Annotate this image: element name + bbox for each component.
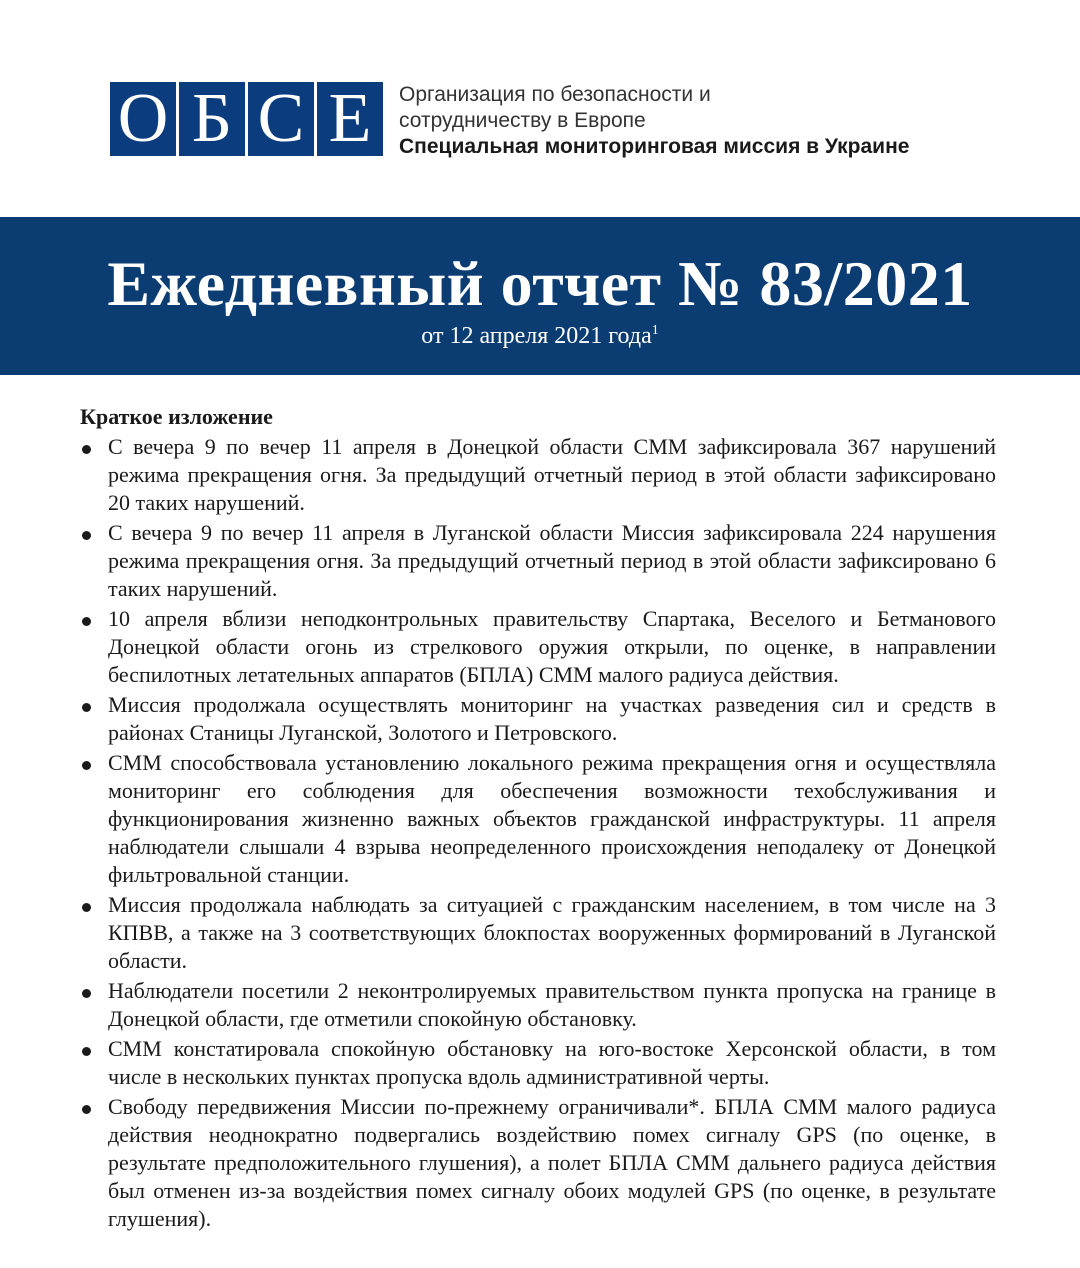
- list-item: [80, 891, 996, 975]
- report-date: [0, 321, 1080, 351]
- list-item: [80, 977, 996, 1033]
- summary-section: [80, 403, 996, 1233]
- list-item: [80, 605, 996, 689]
- title-banner: [0, 217, 1080, 375]
- list-item: [80, 691, 996, 747]
- bullet-icon: [82, 703, 91, 712]
- list-item-text: С вечера 9 по вечер 11 апреля в Луганской области Миссия зафиксировала 224 нарушения режима прекращения огня. За предыдущий отчетный период в этой области зафиксировано 6 таких нарушений.: [108, 520, 996, 601]
- list-item-text: СММ способствовала установлению локального режима прекращения огня и осуществляла мониторинг его соблюдения для обеспечения возможности техобслуживания и функционирования жизненно важных объектов гражданской инфраструктуры. 11 апреля наблюдатели слышали 4 взрыва неопределенного происхождения неподалеку от Донецкой фильтровальной станции.: [108, 750, 996, 887]
- org-name-line-2: сотрудничеству в Европе: [399, 109, 646, 132]
- footnote-marker: 1: [651, 323, 659, 338]
- list-item: [80, 1093, 996, 1233]
- list-item: [80, 433, 996, 517]
- bullet-icon: [82, 989, 91, 998]
- section-heading: Краткое изложение: [80, 404, 273, 429]
- report-date-text: от 12 апреля 2021 года: [421, 323, 652, 349]
- list-item: [80, 519, 996, 603]
- list-item-text: СММ констатировала спокойную обстановку на юго-востоке Херсонской области, в том числе в нескольких пунктах пропуска вдоль административной черты.: [108, 1036, 996, 1089]
- list-item-text: Миссия продолжала наблюдать за ситуацией с гражданским населением, в том числе на 3 КПВВ, а также на 3 соответствующих блокпостах вооруженных формирований в Луганской области.: [108, 892, 996, 973]
- list-item-text: 10 апреля вблизи неподконтрольных правительству Спартака, Веселого и Бетманового Донецкой области огонь из стрелкового оружия открыли, по оценке, в направлении беспилотных летательных аппаратов (БПЛА) СММ малого радиуса действия.: [108, 606, 996, 687]
- list-item-text: С вечера 9 по вечер 11 апреля в Донецкой области СММ зафиксировала 367 нарушений режима прекращения огня. За предыдущий отчетный период в этой области зафиксировано 20 таких нарушений.: [108, 434, 996, 515]
- report-title: Ежедневный отчет № 83/2021: [107, 248, 973, 319]
- organization-name: [399, 82, 909, 156]
- osce-logo: [110, 82, 909, 156]
- summary-list: [80, 433, 996, 1233]
- bullet-icon: [82, 1047, 91, 1056]
- mission-name: Специальная мониторинговая миссия в Украине: [399, 135, 910, 158]
- bullet-icon: [82, 531, 91, 540]
- bullet-icon: [82, 1105, 91, 1114]
- logo-tile: Е: [317, 82, 383, 156]
- bullet-icon: [82, 445, 91, 454]
- logo-tile: С: [248, 82, 314, 156]
- list-item-text: Наблюдатели посетили 2 неконтролируемых правительством пункта пропуска на границе в Донецкой области, где отметили спокойную обстановку.: [108, 978, 996, 1031]
- logo-tile: Б: [179, 82, 245, 156]
- org-name-line-1: Организация по безопасности и: [399, 83, 711, 106]
- list-item-text: Свободу передвижения Миссии по-прежнему ограничивали*. БПЛА СММ малого радиуса действия неоднократно подвергались воздействию помех сигналу GPS (по оценке, в результате предположительного глушения), а полет БПЛА СММ дальнего радиуса действия был отменен из-за воздействия помех сигналу обоих модулей GPS (по оценке, в результате глушения).: [108, 1094, 996, 1231]
- list-item-text: Миссия продолжала осуществлять мониторинг на участках разведения сил и средств в районах Станицы Луганской, Золотого и Петровского.: [108, 692, 996, 745]
- list-item: [80, 749, 996, 889]
- logo-letter-tiles: [110, 82, 383, 156]
- bullet-icon: [82, 617, 91, 626]
- list-item: [80, 1035, 996, 1091]
- bullet-icon: [82, 903, 91, 912]
- logo-tile: О: [110, 82, 176, 156]
- bullet-icon: [82, 761, 91, 770]
